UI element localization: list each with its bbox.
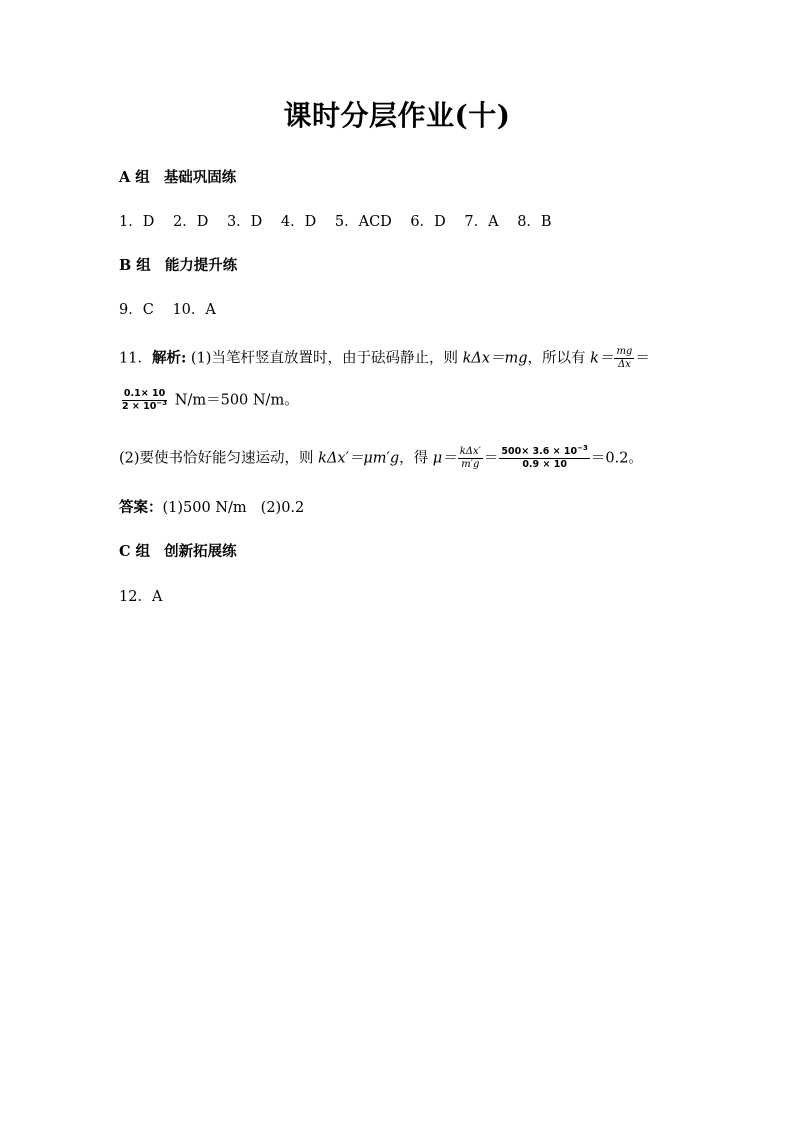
group-a-label: A 组: [119, 169, 150, 186]
q11-part2-eq1: kΔx′＝μm′g: [318, 450, 400, 467]
fraction-denominator: 0.9 × 10: [522, 459, 567, 470]
answer-label: 答案：: [119, 499, 163, 516]
fraction-numerator: [499, 443, 589, 459]
q11-part1-result: N/m＝500 N/m。: [174, 392, 299, 409]
answer-value-1: (1)500 N/m: [162, 500, 247, 516]
group-a-name: 基础巩固练: [163, 169, 237, 186]
answer-line: [119, 498, 304, 518]
fraction-denominator: Δx: [617, 359, 631, 370]
fraction-mg-over-dx: [614, 346, 634, 371]
group-c-name: 创新拓展练: [164, 543, 237, 560]
answer-item: 9．C: [119, 302, 154, 318]
group-c-label: C 组: [119, 543, 151, 560]
group-a-heading: [119, 168, 236, 188]
q11-part1-mid: ，所以有: [527, 350, 591, 367]
fraction-numerator-exponent: −3: [577, 443, 588, 452]
page-title: 课时分层作业(十): [283, 99, 511, 132]
fraction-values-mu: [499, 443, 589, 471]
group-a-answers: [119, 212, 552, 232]
fraction-denominator: m′g: [461, 459, 480, 470]
answer-item: 7．A: [464, 214, 499, 230]
q11-part2-line: [119, 443, 643, 471]
q11-part1-text: (1)当笔杆竖直放置时，由于砝码静止，则: [190, 350, 463, 367]
answer-item: 2．D: [172, 214, 209, 230]
fraction-numerator: 0.1× 10: [123, 388, 166, 399]
fraction-denominator-base: 2 × 10: [122, 401, 157, 412]
q11-number: 11．: [119, 350, 152, 367]
fraction-numerator-base: 500× 3.6 × 10: [501, 446, 578, 457]
q11-head: 解析:: [151, 349, 187, 367]
fraction-denominator-exponent: −3: [156, 398, 168, 407]
q11-part1-line2: [119, 388, 299, 413]
answer-item: 8．B: [517, 214, 552, 230]
q11-part1-eq1: kΔx＝mg: [462, 350, 528, 367]
equals-sign: ＝: [483, 450, 499, 467]
group-c-answers: [119, 587, 162, 607]
answer-item: 3．D: [226, 214, 263, 230]
group-c-heading: [119, 542, 237, 562]
fraction-values-k: [120, 388, 169, 413]
q11-part2-text: (2)要使书恰好能匀速运动，则: [119, 450, 319, 467]
answer-item: 12．A: [119, 589, 163, 605]
equals-sign: ＝: [635, 350, 650, 367]
answer-item: 5．ACD: [334, 214, 392, 230]
answer-value-2: (2)0.2: [260, 500, 305, 516]
group-b-name: 能力提升练: [164, 257, 238, 274]
group-b-label: B 组: [119, 257, 151, 274]
group-b-heading: [119, 256, 237, 276]
fraction-kdx-over-mg: [458, 446, 483, 471]
q11-part2-mid: ，得: [399, 450, 433, 467]
answer-item: 10．A: [172, 302, 216, 318]
q11-part2-result: ＝0.2。: [590, 450, 643, 467]
answer-item: 1．D: [119, 214, 155, 230]
answer-item: 4．D: [280, 214, 317, 230]
q11-part1-line1: [119, 346, 650, 371]
answer-item: 6．D: [410, 214, 446, 230]
q11-part1-k: k＝: [590, 350, 614, 367]
q11-part2-mu: μ＝: [432, 450, 457, 467]
fraction-numerator: mg: [616, 346, 633, 357]
group-b-answers: [119, 300, 216, 320]
fraction-denominator: [120, 398, 169, 413]
fraction-numerator: kΔx′: [459, 446, 481, 457]
